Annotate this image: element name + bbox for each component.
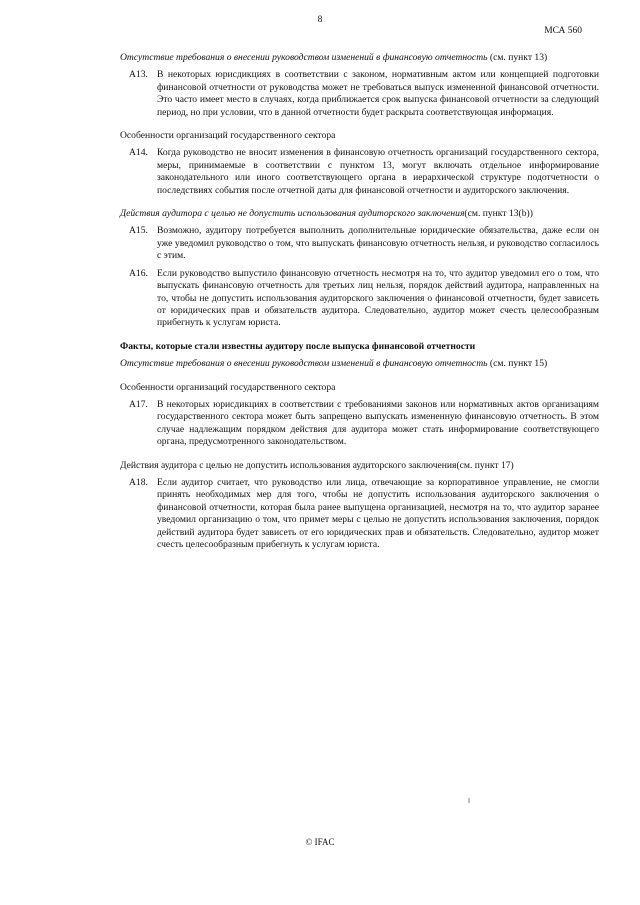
paragraph-a15: [120, 225, 599, 262]
heading-italic-part: Отсутствие требования о внесении руководством изменений в финансовую отчетность: [120, 52, 488, 63]
paragraph-text: В некоторых юрисдикциях в соответствии с законом, нормативным актом или концепцией подготовки финансовой отчетности от руководства может не требоваться выпуск измененной финансовой отчетности. Это часто имеет место в случаях, когда приближается срок выпуска финансовой отчетности за следующий период, но при условии, что в данной отчетности будет раскрыта соответствующая информация.: [157, 69, 599, 118]
section-heading-no-requirement: [120, 52, 599, 64]
paragraph-a17: [120, 399, 599, 449]
heading-reference: (см. пункт 15): [487, 358, 548, 370]
section-heading-auditor-actions-2: Действия аудитора с целью не допустить использования аудиторского заключения(см. пункт 17): [120, 459, 514, 471]
scan-artifact: [468, 798, 470, 803]
paragraph-text: Если руководство выпустило финансовую отчетность несмотря на то, что аудитор уведомил его о том, что выпускать финансовую отчетность для третьих лиц нельзя, порядок действий аудитора, направленных на то, чтобы не допустить использования аудиторского заключения о финансовой отчетности, будет зависеть от юридических прав и обязательств аудитора. Следовательно, аудитор может счесть целесообразным прибегнуть к услугам юриста.: [157, 267, 599, 329]
paragraph-a14: [120, 147, 599, 197]
section-heading-auditor-actions: [120, 208, 599, 220]
paragraph-number: A13.: [129, 69, 148, 81]
section-heading-facts-after-issuance: Факты, которые стали известны аудитору после выпуска финансовой отчетности: [120, 340, 476, 352]
heading-reference: (см. пункт 13): [487, 52, 548, 63]
paragraph-number: A15.: [129, 225, 148, 237]
paragraph-text: В некоторых юрисдикциях в соответствии с требованиями законов или нормативных актов организациям государственного сектора может быть запрещено выпускать измененную финансовую отчетность. В этом случае надлежащим порядком действия для аудитора может стать информирование соответствующего органа, предусмотренного законодательством.: [157, 398, 599, 448]
paragraph-a16: [120, 268, 599, 330]
paragraph-number: A18.: [129, 476, 148, 488]
subsection-heading-no-requirement: [120, 358, 599, 370]
page-body: [120, 52, 599, 551]
paragraph-a18: [120, 477, 599, 551]
page-number: 8: [317, 15, 323, 25]
paragraph-number: A14.: [129, 147, 148, 159]
section-heading-public-sector-2: Особенности организаций государственного сектора: [120, 381, 336, 393]
paragraph-number: A16.: [129, 267, 148, 279]
heading-italic-part: Отсутствие требования о внесении руководством изменений в финансовую отчетность: [120, 358, 488, 370]
copyright-footer: © IFAC: [305, 837, 335, 847]
section-heading-public-sector: Особенности организаций государственного сектора: [120, 130, 336, 142]
document-code: МСА 560: [544, 26, 582, 36]
paragraph-a13: [120, 69, 599, 119]
paragraph-text: Если аудитор считает, что руководство или лица, отвечающие за корпоративное управление, не смогли принять необходимых мер для того, чтобы не допустить использования аудиторского заключения о финансовой отчетности, которая была ранее выпущена организацией, несмотря на то, что аудитор заранее уведомил организацию о том, что примет меры с целью не допустить использования заключения, порядок действий аудитора будет зависеть от его юридических прав и обязательств. Следовательно, аудитор может счесть целесообразным прибегнуть к услугам юриста.: [157, 476, 599, 550]
paragraph-number: A17.: [129, 398, 148, 410]
heading-reference: (см. пункт 13(b)): [464, 208, 533, 220]
heading-italic-part: Действия аудитора с целью не допустить использования аудиторского заключения: [120, 208, 465, 220]
paragraph-text: Возможно, аудитору потребуется выполнить дополнительные юридические обязательства, даже если он уже уведомил руководство о том, что выпускать финансовую отчетность нельзя, и руководство согласилось с этим.: [157, 225, 599, 262]
paragraph-text: Когда руководство не вносит изменения в финансовую отчетность организаций государственного сектора, меры, принимаемые в соответствии с пунктом 13, могут включать отдельное информирование законодательного или иного соответствующего органа в иерархической структуре подотчетности о последствиях события после отчетной даты для финансовой отчетности и аудиторского заключения.: [157, 147, 599, 196]
